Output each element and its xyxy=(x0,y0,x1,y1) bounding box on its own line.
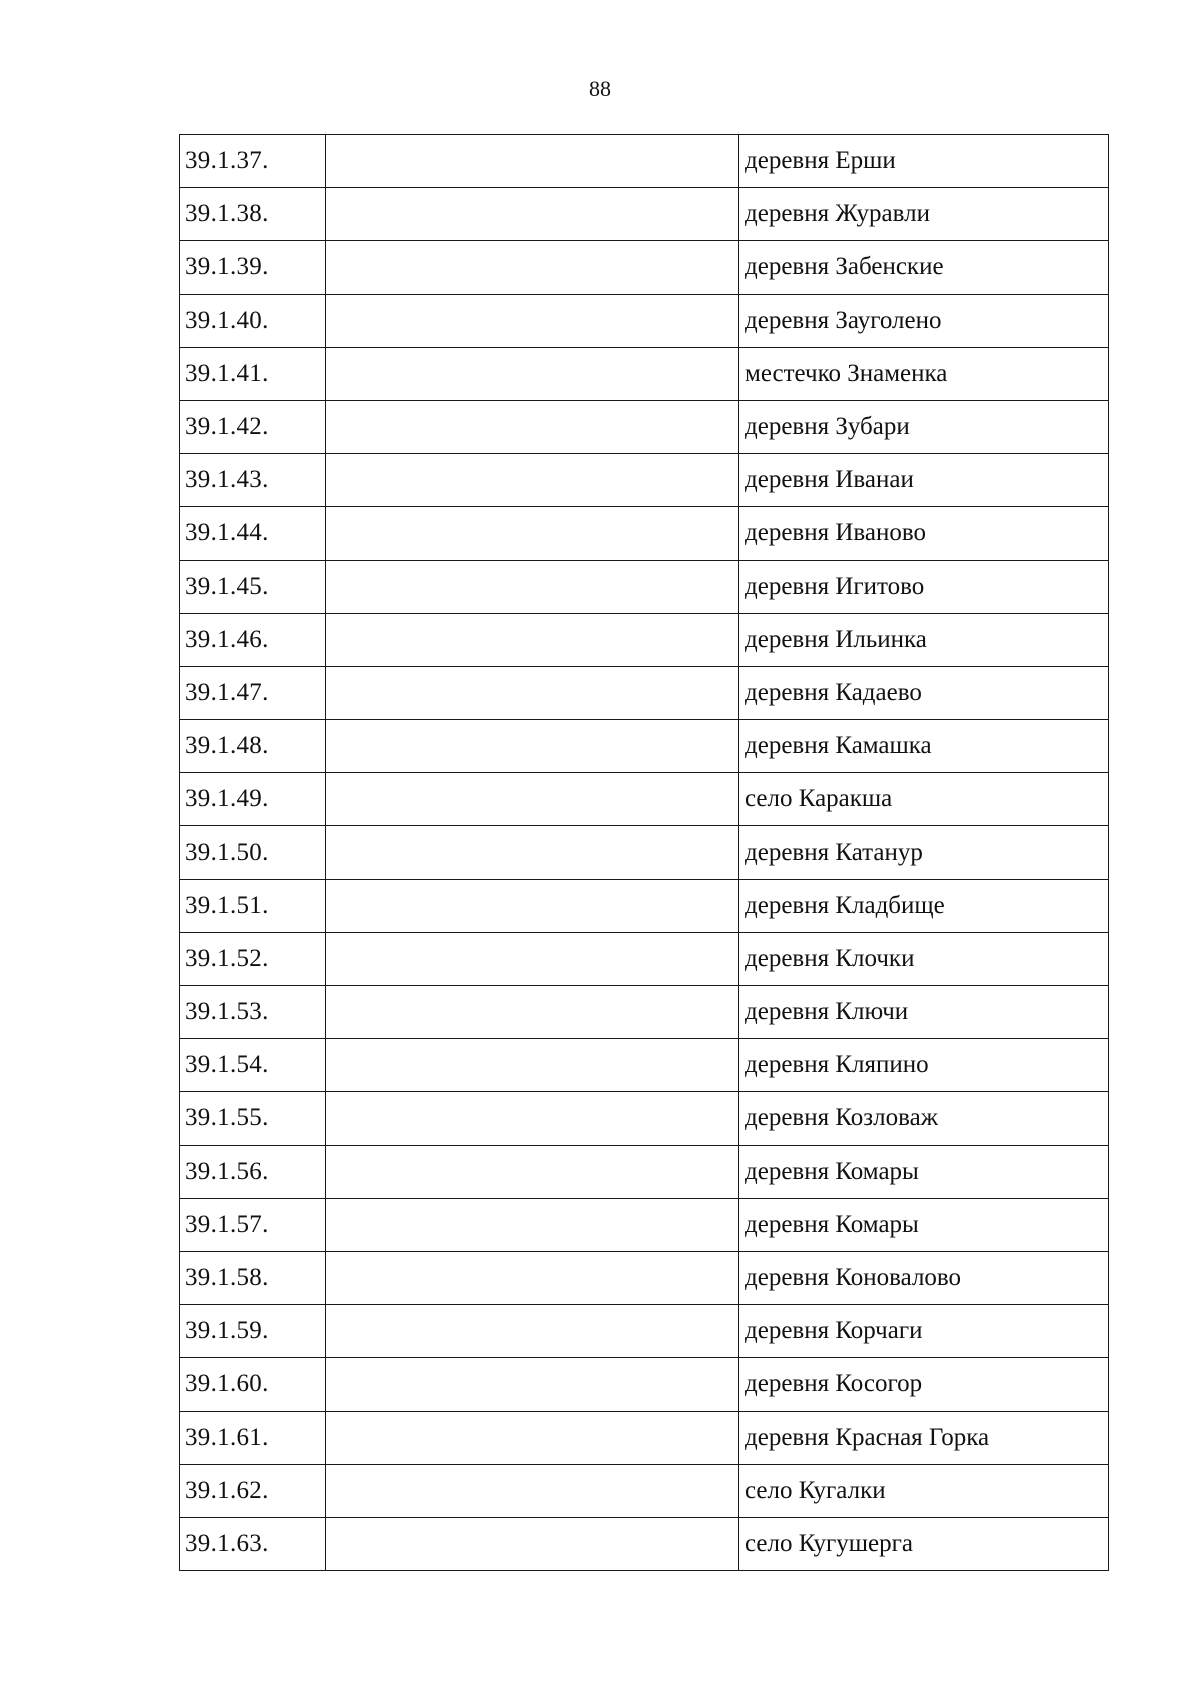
settlement-name-cell: село Кугушерга xyxy=(739,1517,1109,1570)
table-row xyxy=(180,1305,1109,1358)
row-number-cell: 39.1.42. xyxy=(180,400,326,453)
row-number-cell: 39.1.57. xyxy=(180,1198,326,1251)
row-number-cell: 39.1.61. xyxy=(180,1411,326,1464)
row-empty-cell xyxy=(326,1145,739,1198)
settlement-name-cell: село Каракша xyxy=(739,773,1109,826)
row-empty-cell xyxy=(326,986,739,1039)
settlement-name-cell: деревня Косогор xyxy=(739,1358,1109,1411)
row-empty-cell xyxy=(326,1411,739,1464)
row-number-cell: 39.1.63. xyxy=(180,1517,326,1570)
settlement-name-cell: деревня Забенские xyxy=(739,241,1109,294)
settlement-name-cell: деревня Иванаи xyxy=(739,454,1109,507)
settlement-name-cell: деревня Зауголено xyxy=(739,294,1109,347)
row-empty-cell xyxy=(326,773,739,826)
table-row xyxy=(180,188,1109,241)
table-row xyxy=(180,1358,1109,1411)
row-number-cell: 39.1.46. xyxy=(180,613,326,666)
settlement-name-cell: деревня Клочки xyxy=(739,932,1109,985)
row-empty-cell xyxy=(326,879,739,932)
row-number-cell: 39.1.47. xyxy=(180,666,326,719)
row-empty-cell xyxy=(326,1464,739,1517)
row-empty-cell xyxy=(326,932,739,985)
settlement-name-cell: деревня Ильинка xyxy=(739,613,1109,666)
row-number-cell: 39.1.40. xyxy=(180,294,326,347)
table-row xyxy=(180,1145,1109,1198)
settlement-name-cell: деревня Журавли xyxy=(739,188,1109,241)
settlement-name-cell: местечко Знаменка xyxy=(739,347,1109,400)
row-empty-cell xyxy=(326,1092,739,1145)
table-row xyxy=(180,135,1109,188)
settlement-name-cell: деревня Комары xyxy=(739,1145,1109,1198)
row-empty-cell xyxy=(326,188,739,241)
row-empty-cell xyxy=(326,294,739,347)
settlements-table-body xyxy=(180,135,1109,1571)
row-number-cell: 39.1.59. xyxy=(180,1305,326,1358)
settlement-name-cell: деревня Кадаево xyxy=(739,666,1109,719)
row-empty-cell xyxy=(326,1358,739,1411)
row-empty-cell xyxy=(326,666,739,719)
row-number-cell: 39.1.55. xyxy=(180,1092,326,1145)
settlement-name-cell: село Кугалки xyxy=(739,1464,1109,1517)
table-row xyxy=(180,1411,1109,1464)
settlement-name-cell: деревня Коновалово xyxy=(739,1251,1109,1304)
row-number-cell: 39.1.48. xyxy=(180,720,326,773)
table-row xyxy=(180,347,1109,400)
row-number-cell: 39.1.56. xyxy=(180,1145,326,1198)
settlement-name-cell: деревня Кляпино xyxy=(739,1039,1109,1092)
row-empty-cell xyxy=(326,613,739,666)
row-empty-cell xyxy=(326,826,739,879)
row-number-cell: 39.1.45. xyxy=(180,560,326,613)
settlement-name-cell: деревня Кладбище xyxy=(739,879,1109,932)
row-empty-cell xyxy=(326,135,739,188)
row-empty-cell xyxy=(326,1198,739,1251)
settlement-name-cell: деревня Игитово xyxy=(739,560,1109,613)
row-number-cell: 39.1.50. xyxy=(180,826,326,879)
table-row xyxy=(180,773,1109,826)
settlement-name-cell: деревня Катанур xyxy=(739,826,1109,879)
table-row xyxy=(180,294,1109,347)
row-number-cell: 39.1.53. xyxy=(180,986,326,1039)
table-row xyxy=(180,1517,1109,1570)
row-number-cell: 39.1.49. xyxy=(180,773,326,826)
page-number: 88 xyxy=(589,76,611,101)
settlement-name-cell: деревня Ерши xyxy=(739,135,1109,188)
row-number-cell: 39.1.38. xyxy=(180,188,326,241)
row-empty-cell xyxy=(326,1305,739,1358)
row-empty-cell xyxy=(326,347,739,400)
row-number-cell: 39.1.43. xyxy=(180,454,326,507)
row-empty-cell xyxy=(326,560,739,613)
row-number-cell: 39.1.41. xyxy=(180,347,326,400)
row-empty-cell xyxy=(326,1039,739,1092)
table-row xyxy=(180,241,1109,294)
row-number-cell: 39.1.44. xyxy=(180,507,326,560)
settlement-name-cell: деревня Красная Горка xyxy=(739,1411,1109,1464)
settlement-name-cell: деревня Козловаж xyxy=(739,1092,1109,1145)
row-number-cell: 39.1.58. xyxy=(180,1251,326,1304)
table-row xyxy=(180,1464,1109,1517)
settlement-name-cell: деревня Зубари xyxy=(739,400,1109,453)
table-row xyxy=(180,1039,1109,1092)
row-empty-cell xyxy=(326,1517,739,1570)
settlement-name-cell: деревня Корчаги xyxy=(739,1305,1109,1358)
row-empty-cell xyxy=(326,241,739,294)
row-empty-cell xyxy=(326,454,739,507)
row-empty-cell xyxy=(326,720,739,773)
table-row xyxy=(180,720,1109,773)
row-number-cell: 39.1.54. xyxy=(180,1039,326,1092)
table-row xyxy=(180,1251,1109,1304)
settlement-name-cell: деревня Иваново xyxy=(739,507,1109,560)
settlement-name-cell: деревня Ключи xyxy=(739,986,1109,1039)
table-row xyxy=(180,879,1109,932)
table-row xyxy=(180,613,1109,666)
row-empty-cell xyxy=(326,1251,739,1304)
settlements-table xyxy=(179,134,1109,1571)
settlement-name-cell: деревня Камашка xyxy=(739,720,1109,773)
table-row xyxy=(180,1092,1109,1145)
row-number-cell: 39.1.37. xyxy=(180,135,326,188)
table-row xyxy=(180,826,1109,879)
table-row xyxy=(180,560,1109,613)
table-row xyxy=(180,507,1109,560)
table-row xyxy=(180,400,1109,453)
row-number-cell: 39.1.51. xyxy=(180,879,326,932)
row-number-cell: 39.1.39. xyxy=(180,241,326,294)
table-row xyxy=(180,986,1109,1039)
table-row xyxy=(180,932,1109,985)
row-number-cell: 39.1.52. xyxy=(180,932,326,985)
row-number-cell: 39.1.62. xyxy=(180,1464,326,1517)
table-row xyxy=(180,1198,1109,1251)
table-row xyxy=(180,454,1109,507)
row-empty-cell xyxy=(326,507,739,560)
row-number-cell: 39.1.60. xyxy=(180,1358,326,1411)
row-empty-cell xyxy=(326,400,739,453)
table-row xyxy=(180,666,1109,719)
settlement-name-cell: деревня Комары xyxy=(739,1198,1109,1251)
